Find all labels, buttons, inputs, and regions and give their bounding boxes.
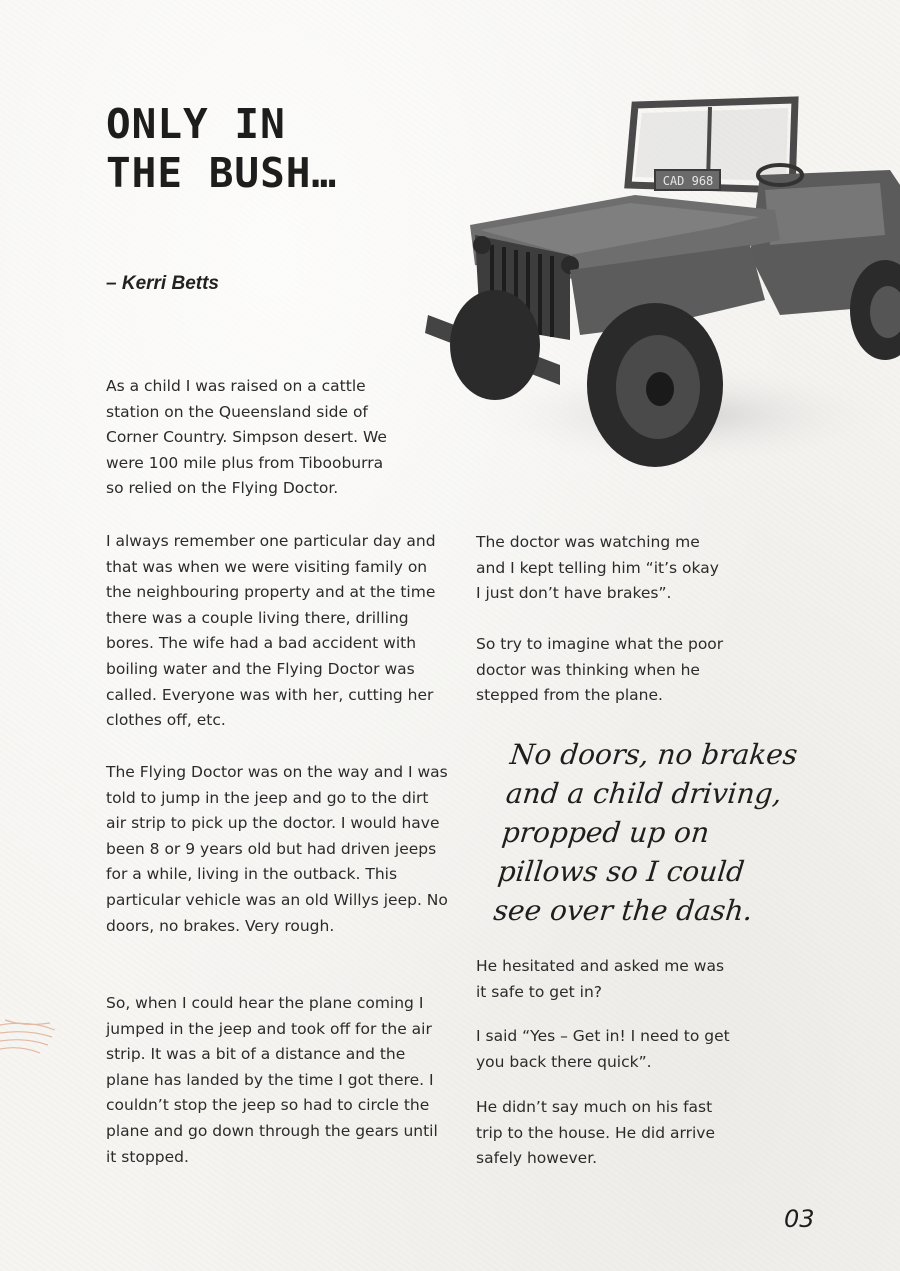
jeep-plate: CAD 968 <box>662 174 714 188</box>
paragraph-plane-coming: So, when I could hear the plane coming I jumped in the jeep and took off for the air strip. It was a bit of a distance and the plane has landed by the time I got there. I couldn’t stop the jeep so had to circle the plane and go down through the gears until it stopped. <box>106 994 438 1166</box>
paragraph-flying-doctor: The Flying Doctor was on the way and I was told to jump in the jeep and go to the dirt air strip to pick up the doctor. I would have been 8 or 9 years old but had driven jeeps for a while, living in the outback. This particular vehicle was an old Willys jeep. No doors, no brakes. Very rough. <box>106 763 448 935</box>
paragraph-get-in: I said “Yes – Get in! I need to get you back there quick”. <box>476 1027 730 1071</box>
title-line-1: ONLY IN <box>106 100 286 148</box>
paragraph-doctor-watching: The doctor was watching me and I kept telling him “it’s okay I just don’t have brakes”. <box>476 533 719 603</box>
paragraph-hesitated: He hesitated and asked me was it safe to get in? <box>476 957 725 1001</box>
author-byline: – Kerri Betts <box>106 273 219 294</box>
paragraph-arrived: He didn’t say much on his fast trip to the house. He did arrive safely however. <box>476 1098 715 1168</box>
paragraph-particular-day: I always remember one particular day and that was when we were visiting family on the neighbouring property and at the time there was a couple living there, drilling bores. The wife had a bad accident with boiling water and the Flying Doctor was called. Everyone was with her, cutting her clothes off, etc. <box>106 532 436 730</box>
page-title <box>106 100 337 198</box>
willys-jeep-illustration <box>420 95 900 475</box>
pull-quote: No doors, no brakes and a child driving, propped up on pillows so I could see over the dash. <box>492 738 800 927</box>
paragraph-imagine: So try to imagine what the poor doctor was thinking when he stepped from the plane. <box>476 635 724 705</box>
page-number: 03 <box>784 1205 815 1233</box>
title-line-2: THE BUSH… <box>106 149 338 197</box>
paragraph-intro: As a child I was raised on a cattle station on the Queensland side of Corner Country. Simpson desert. We were 100 mile plus from Tibooburra so relied on the Flying Doctor. <box>106 377 387 498</box>
grass-sketch-decoration <box>0 1005 60 1065</box>
